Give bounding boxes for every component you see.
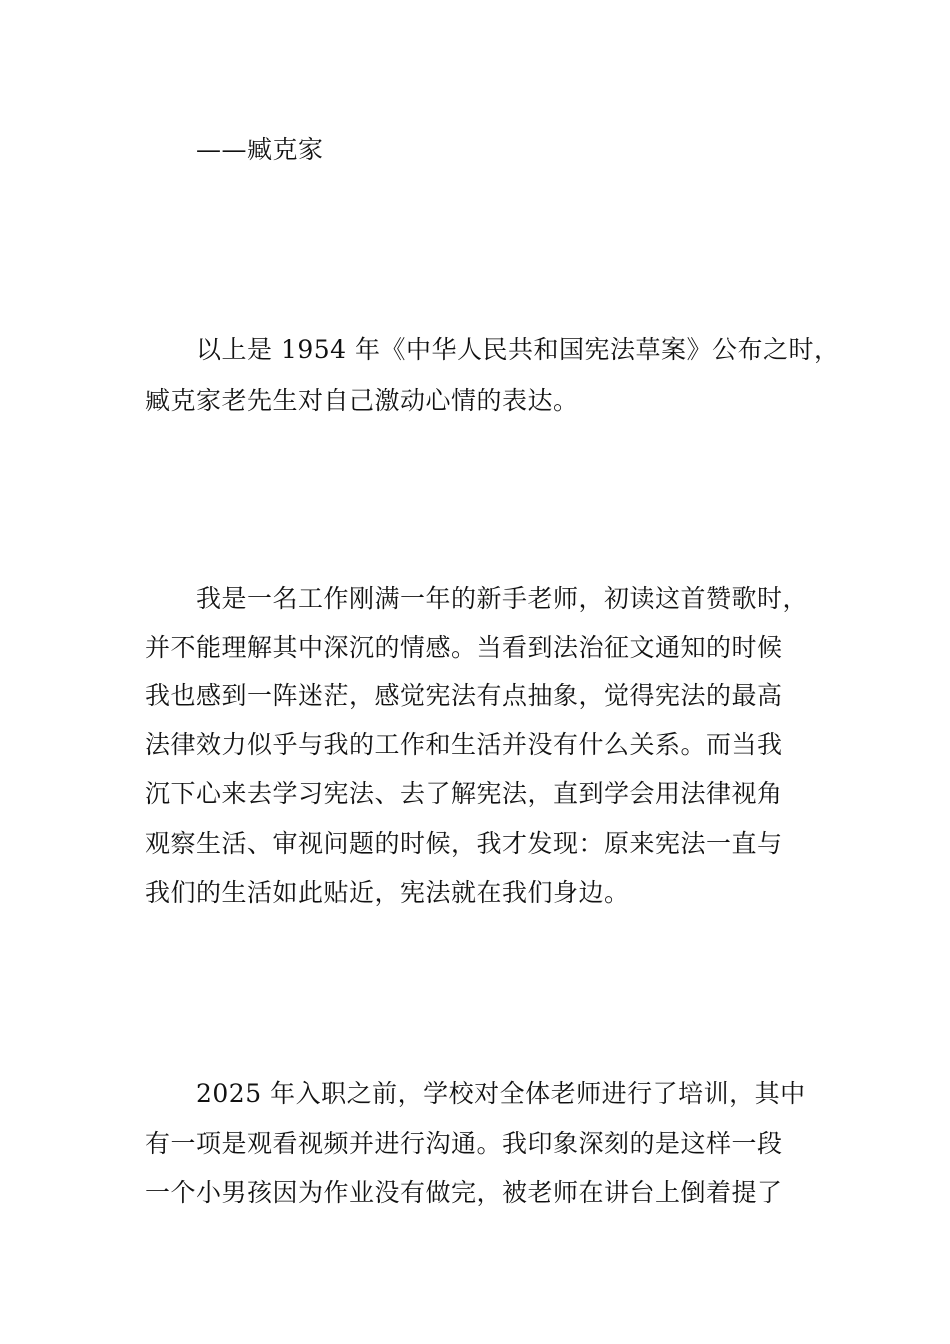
paragraph-line: 观察生活、审视问题的时候，我才发现：原来宪法一直与	[145, 829, 783, 858]
attribution-line: ——臧克家	[196, 135, 324, 164]
paragraph-line: 臧克家老先生对自己激动心情的表达。	[145, 386, 579, 415]
paragraph-line: 有一项是观看视频并进行沟通。我印象深刻的是这样一段	[145, 1129, 783, 1158]
paragraph-line: 一个小男孩因为作业没有做完，被老师在讲台上倒着提了	[145, 1178, 783, 1207]
paragraph-line: 并不能理解其中深沉的情感。当看到法治征文通知的时候	[145, 633, 783, 662]
paragraph-line: 以上是 1954 年《中华人民共和国宪法草案》公布之时，	[196, 335, 840, 364]
paragraph-line: 法律效力似乎与我的工作和生活并没有什么关系。而当我	[145, 730, 783, 759]
paragraph-line: 沉下心来去学习宪法、去了解宪法，直到学会用法律视角	[145, 779, 783, 808]
paragraph-line: 我也感到一阵迷茫，感觉宪法有点抽象，觉得宪法的最高	[145, 681, 783, 710]
paragraph-line: 我是一名工作刚满一年的新手老师，初读这首赞歌时，	[196, 584, 809, 613]
paragraph-line: 我们的生活如此贴近，宪法就在我们身边。	[145, 878, 630, 907]
paragraph-line: 2025 年入职之前，学校对全体老师进行了培训，其中	[196, 1079, 806, 1108]
